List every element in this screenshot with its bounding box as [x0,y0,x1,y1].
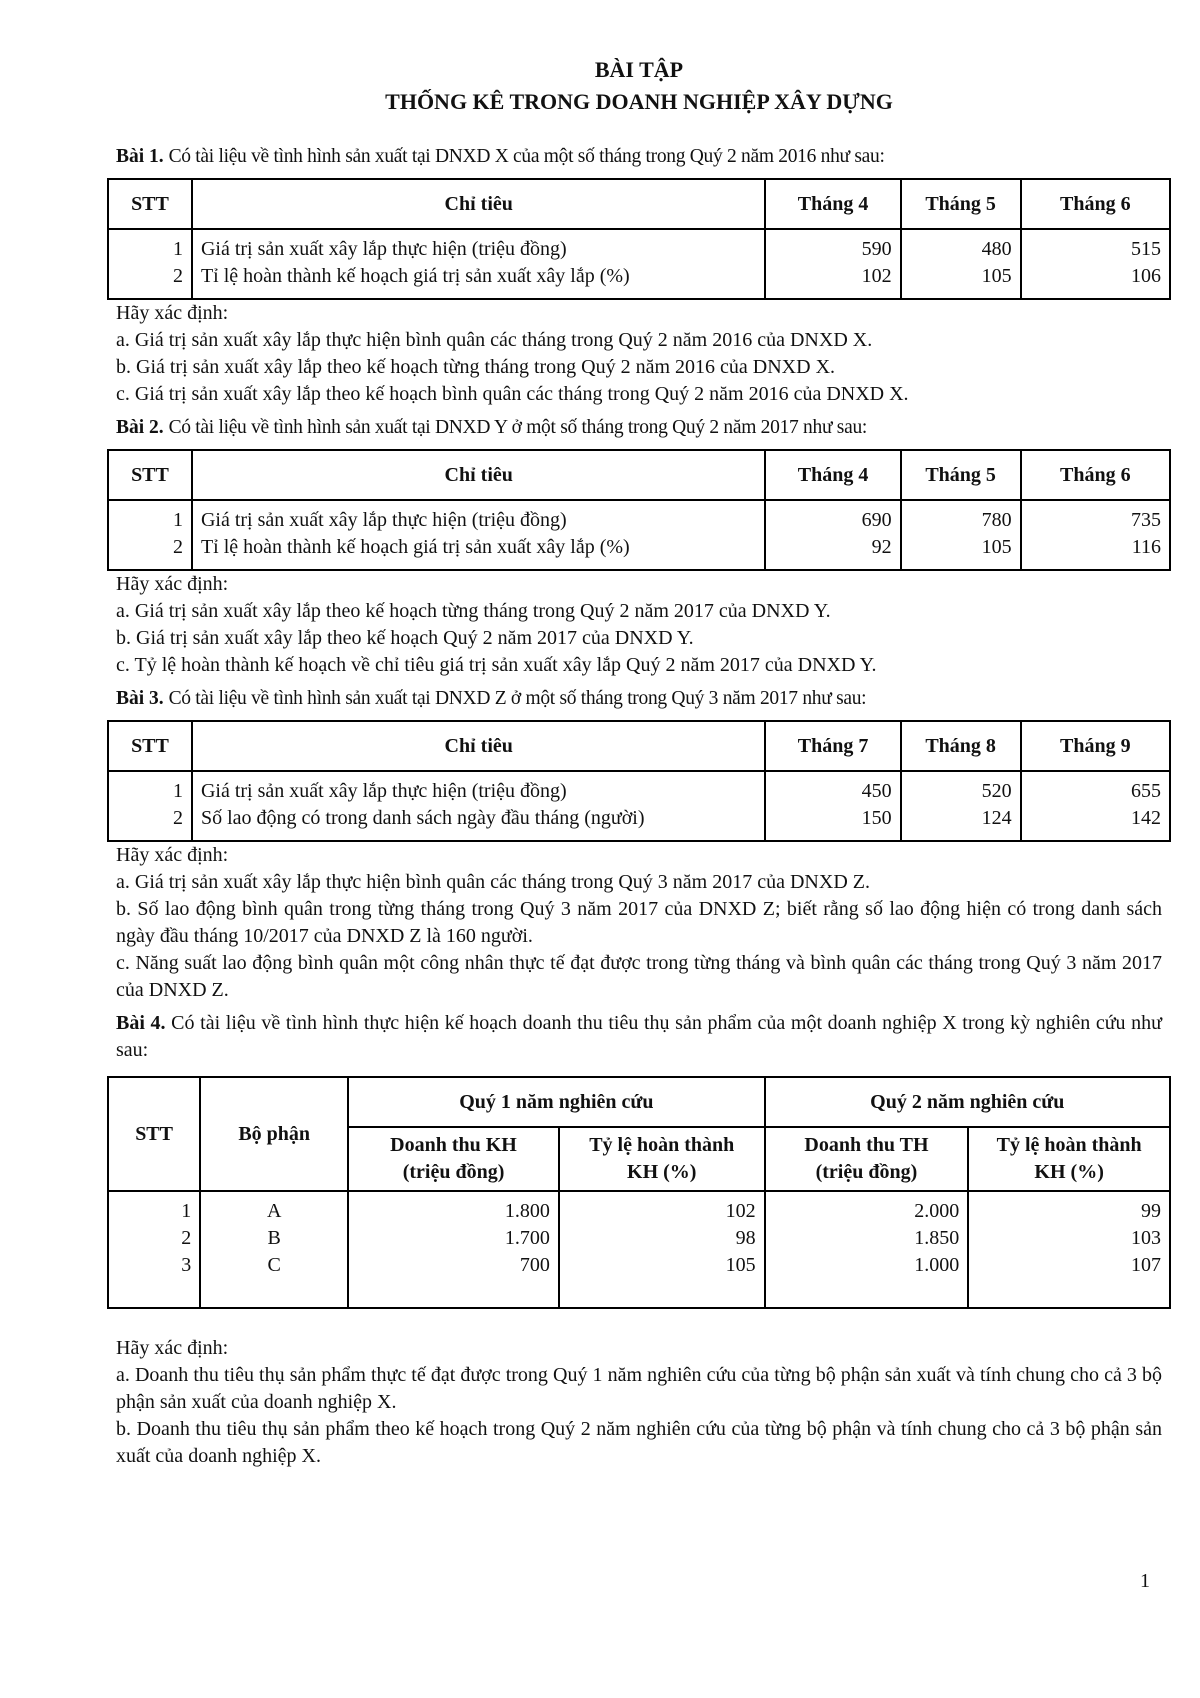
bai3-table [107,720,1171,842]
table-cell: 103 [968,1225,1170,1252]
header-line: Tỷ lệ hoàn thành [589,1134,735,1156]
table-cell: 590 [765,229,900,263]
header-cell: Quý 2 năm nghiên cứu [765,1077,1170,1127]
ask-label: Hãy xác định: [116,573,229,595]
table-row [108,1191,1170,1225]
bai1-intro [116,143,1162,170]
table-cell: 480 [901,229,1021,263]
ask-label: Hãy xác định: [116,1337,229,1359]
table-header-row [108,450,1170,500]
table-cell: 2.000 [765,1191,969,1225]
table-cell: 1.000 [765,1252,969,1308]
header-cell: Tháng 8 [901,721,1021,771]
page-title: BÀI TẬP [594,57,684,82]
table-header-row [108,179,1170,229]
header-cell: STT [108,179,192,229]
question-item: c. Năng suất lao động bình quân một công nhân thực tế đạt được trong từng tháng và bình quân các tháng trong Quý 3 năm 2017 của DNXD Z. [116,952,1162,1001]
table-cell: 116 [1021,534,1170,570]
header-line: Doanh thu KH [390,1134,517,1156]
table-cell: 2 [108,1225,200,1252]
header-line: Tỷ lệ hoàn thành [996,1134,1142,1156]
bai3-label: Bài 3. [116,688,164,709]
ask-label: Hãy xác định: [116,302,229,324]
table-cell: 1.850 [765,1225,969,1252]
header-cell: Tháng 4 [765,450,900,500]
table-cell: 1 [108,229,192,263]
table-cell: 150 [765,805,900,841]
header-cell [765,1127,969,1191]
header-cell [968,1127,1170,1191]
header-cell: Quý 1 năm nghiên cứu [348,1077,764,1127]
bai4-table-wrap [116,1076,1162,1309]
bai2-intro [116,414,1162,441]
header-cell: Bộ phận [200,1077,348,1191]
bai4-table [107,1076,1171,1309]
table-cell: 1.800 [348,1191,559,1225]
table-cell: 515 [1021,229,1170,263]
table-cell: C [200,1252,348,1308]
table-cell: Tỉ lệ hoàn thành kế hoạch giá trị sản xuất xây lắp (%) [192,534,766,570]
header-cell: Tháng 6 [1021,450,1170,500]
header-line: (triệu đồng) [402,1161,505,1183]
question-item: b. Doanh thu tiêu thụ sản phẩm theo kế hoạch trong Quý 2 năm nghiên cứu của từng bộ phận và tính chung cho cả 3 bộ phận sản xuất của doanh nghiệp X. [116,1418,1162,1467]
table-cell: 99 [968,1191,1170,1225]
table-cell: 1 [108,1191,200,1225]
bai2-text: Có tài liệu về tình hình sản xuất tại DNXD Y ở một số tháng trong Quý 2 năm 2017 như sau: [168,417,868,438]
table-cell: Giá trị sản xuất xây lắp thực hiện (triệu đồng) [192,771,766,805]
table-cell: 102 [765,263,900,299]
table-cell: 124 [901,805,1021,841]
table-cell: 520 [901,771,1021,805]
table-cell: 106 [1021,263,1170,299]
question-item: a. Giá trị sản xuất xây lắp thực hiện bình quân các tháng trong Quý 3 năm 2017 của DNXD Z. [116,871,870,893]
bai2-questions [116,571,1162,679]
question-item: b. Giá trị sản xuất xây lắp theo kế hoạch Quý 2 năm 2017 của DNXD Y. [116,627,694,649]
bai4-label: Bài 4. [116,1012,166,1034]
table-row [108,771,1170,805]
header-line: KH (%) [627,1161,697,1183]
header-line: KH (%) [1034,1161,1104,1183]
bai3-text: Có tài liệu về tình hình sản xuất tại DNXD Z ở một số tháng trong Quý 3 năm 2017 như sau: [168,688,867,709]
header-cell: Tháng 7 [765,721,900,771]
table-cell: 700 [348,1252,559,1308]
page-subtitle: THỐNG KÊ TRONG DOANH NGHIỆP XÂY DỰNG [385,89,893,114]
header-cell: Chỉ tiêu [192,450,766,500]
table-cell: 142 [1021,805,1170,841]
header-cell [348,1127,559,1191]
page-number: 1 [1140,1570,1150,1592]
table-cell: 1.700 [348,1225,559,1252]
table-cell: 105 [901,534,1021,570]
question-item: a. Doanh thu tiêu thụ sản phẩm thực tế đạt được trong Quý 1 năm nghiên cứu của từng bộ phận sản xuất và tính chung cho cả 3 bộ phận sản xuất của doanh nghiệp X. [116,1364,1162,1413]
header-cell [559,1127,765,1191]
table-header-row [108,1077,1170,1127]
bai1-questions [116,300,1162,408]
header-cell: STT [108,450,192,500]
question-item: c. Tỷ lệ hoàn thành kế hoạch về chỉ tiêu giá trị sản xuất xây lắp Quý 2 năm 2017 của DNXD Y. [116,654,877,676]
bai1-text: Có tài liệu về tình hình sản xuất tại DNXD X của một số tháng trong Quý 2 năm 2016 như sau: [168,146,885,167]
ask-label: Hãy xác định: [116,844,229,866]
header-cell: Tháng 6 [1021,179,1170,229]
table-row [108,1225,1170,1252]
header-cell: Chỉ tiêu [192,721,766,771]
bai4-text: Có tài liệu về tình hình thực hiện kế hoạch doanh thu tiêu thụ sản phẩm của một doanh nghiệp X trong kỳ nghiên cứu như sau: [116,1012,1163,1061]
table-cell: Giá trị sản xuất xây lắp thực hiện (triệu đồng) [192,500,766,534]
table-cell: 780 [901,500,1021,534]
bai1-table [107,178,1171,300]
bai3-intro [116,685,1162,712]
question-item: b. Số lao động bình quân trong từng tháng trong Quý 3 năm 2017 của DNXD Z; biết rằng số lao động hiện có trong danh sách ngày đầu tháng 10/2017 của DNXD Z là 160 người. [116,898,1162,947]
table-cell: Tỉ lệ hoàn thành kế hoạch giá trị sản xuất xây lắp (%) [192,263,766,299]
table-cell: 1 [108,500,192,534]
table-cell: 690 [765,500,900,534]
table-row [108,534,1170,570]
header-line: Doanh thu TH [804,1134,929,1156]
header-cell: Chỉ tiêu [192,179,766,229]
table-row [108,263,1170,299]
table-row [108,500,1170,534]
bai4-intro [116,1010,1162,1064]
table-cell: A [200,1191,348,1225]
table-cell: 735 [1021,500,1170,534]
question-item: b. Giá trị sản xuất xây lắp theo kế hoạch từng tháng trong Quý 2 năm 2016 của DNXD X. [116,356,836,378]
table-header-row [108,721,1170,771]
header-cell: Tháng 5 [901,179,1021,229]
table-cell: 2 [108,805,192,841]
header-cell: STT [108,721,192,771]
table-cell: Giá trị sản xuất xây lắp thực hiện (triệu đồng) [192,229,766,263]
bai2-label: Bài 2. [116,417,164,438]
table-cell: 2 [108,534,192,570]
table-cell: 3 [108,1252,200,1308]
table-cell: Số lao động có trong danh sách ngày đầu tháng (người) [192,805,766,841]
header-cell: Tháng 9 [1021,721,1170,771]
table-cell: 98 [559,1225,765,1252]
question-item: a. Giá trị sản xuất xây lắp theo kế hoạch từng tháng trong Quý 2 năm 2017 của DNXD Y. [116,600,831,622]
header-line: (triệu đồng) [815,1161,918,1183]
table-cell: 92 [765,534,900,570]
table-cell: 450 [765,771,900,805]
table-cell: 2 [108,263,192,299]
header-cell: Tháng 5 [901,450,1021,500]
table-row [108,805,1170,841]
question-item: c. Giá trị sản xuất xây lắp theo kế hoạch bình quân các tháng trong Quý 2 năm 2016 của DNXD X. [116,383,909,405]
bai2-table [107,449,1171,571]
header-cell: STT [108,1077,200,1191]
table-cell: 1 [108,771,192,805]
table-cell: 102 [559,1191,765,1225]
table-cell: 655 [1021,771,1170,805]
bai1-label: Bài 1. [116,146,164,167]
table-cell: B [200,1225,348,1252]
table-cell: 107 [968,1252,1170,1308]
bai4-questions [116,1335,1162,1470]
question-item: a. Giá trị sản xuất xây lắp thực hiện bình quân các tháng trong Quý 2 năm 2016 của DNXD X. [116,329,873,351]
table-row [108,1252,1170,1308]
table-cell: 105 [901,263,1021,299]
table-row [108,229,1170,263]
bai3-questions [116,842,1162,1004]
table-cell: 105 [559,1252,765,1308]
header-cell: Tháng 4 [765,179,900,229]
document-page [116,55,1162,1470]
